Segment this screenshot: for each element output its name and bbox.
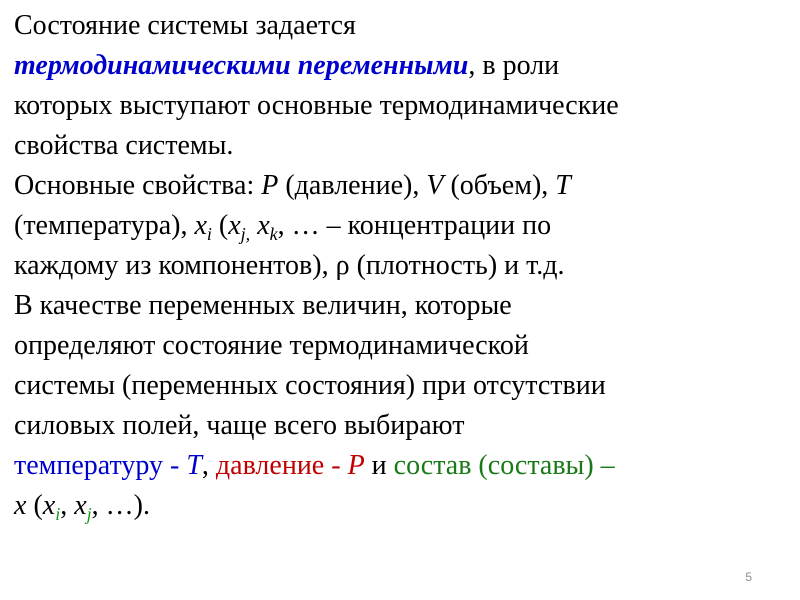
text-line-13: x ($x_i$, $x_j$, …).: [14, 490, 150, 524]
temperature-term: температуру -: [14, 450, 187, 481]
pressure-term: давление -: [215, 450, 348, 481]
text-line-8: В качестве переменных величин, которые: [14, 290, 512, 321]
text-line-3: которых выступают основные термодинамические: [14, 90, 619, 121]
page-number: 5: [745, 570, 752, 584]
composition-term: состав (составы) –: [393, 450, 615, 481]
slide-body: [14, 6, 794, 526]
text-line-12: температуру - T, давление - P и состав (составы) –: [14, 450, 615, 481]
text-line-2: термодинамическими переменными, в роли: [14, 50, 560, 81]
text-line-7: каждому из компонентов), ρ (плотность) и т.д.: [14, 250, 565, 281]
term-thermodynamic-variables: термодинамическими переменными: [14, 50, 469, 81]
text-line-6: (температура), $x_i$ ($x_{j,}$ $x_k$, … – концентрации по: [14, 210, 552, 244]
text-line-5: Основные свойства: P (давление), V (объем), T: [14, 170, 571, 201]
text-line-1: Состояние системы задается: [14, 10, 356, 41]
text-line-9: определяют состояние термодинамической: [14, 330, 529, 361]
text-line-11: силовых полей, чаще всего выбирают: [14, 410, 465, 441]
text-line-4: свойства системы.: [14, 130, 234, 161]
text-line-10: системы (переменных состояния) при отсутствии: [14, 370, 606, 401]
